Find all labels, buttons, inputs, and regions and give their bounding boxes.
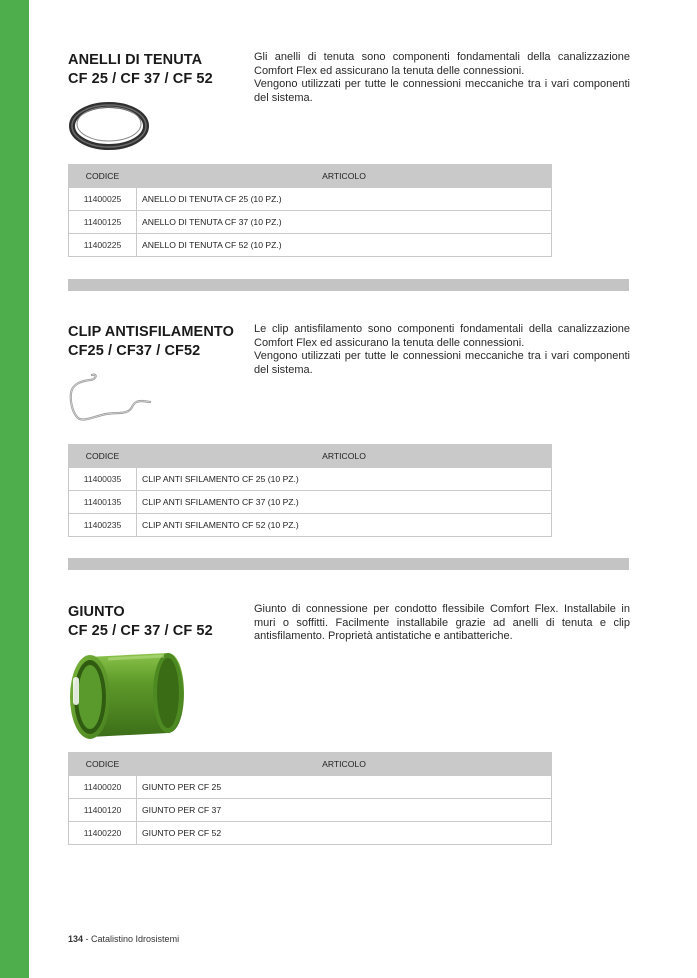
section-description: Le clip antisfilamento sono componenti fondamentali della canalizzazione Comfort Flex ed assicurano la tenuta delle connessioni. Vengono utilizzati per tutte le connessioni meccaniche tra i vari componenti del sistema. bbox=[254, 323, 630, 376]
table-header-row bbox=[69, 753, 552, 776]
page-footer bbox=[68, 934, 179, 944]
product-table bbox=[68, 752, 552, 845]
cell-code: 11400120 bbox=[69, 799, 137, 822]
product-table bbox=[68, 444, 552, 537]
cell-code: 11400035 bbox=[69, 468, 137, 491]
cell-article: CLIP ANTI SFILAMENTO CF 25 (10 PZ.) bbox=[137, 468, 552, 491]
table-header-row bbox=[69, 165, 552, 188]
cell-article: ANELLO DI TENUTA CF 37 (10 PZ.) bbox=[137, 211, 552, 234]
section-description: Gli anelli di tenuta sono componenti fondamentali della canalizzazione Comfort Flex ed assicurano la tenuta delle connessioni. Vengono utilizzati per tutte le connessioni meccaniche tra i vari componenti del sistema. bbox=[254, 51, 630, 104]
page-number: 134 bbox=[68, 934, 84, 944]
product-table bbox=[68, 164, 552, 257]
cell-code: 11400025 bbox=[69, 188, 137, 211]
table-row bbox=[69, 799, 552, 822]
section-title: ANELLI DI TENUTA CF 25 / CF 37 / CF 52 bbox=[68, 52, 213, 87]
brand-side-bar bbox=[0, 0, 29, 978]
header-articolo: ARTICOLO bbox=[137, 753, 552, 776]
cell-code: 11400135 bbox=[69, 491, 137, 514]
cell-article: ANELLO DI TENUTA CF 52 (10 PZ.) bbox=[137, 234, 552, 257]
cell-code: 11400220 bbox=[69, 822, 137, 845]
cell-article: CLIP ANTI SFILAMENTO CF 37 (10 PZ.) bbox=[137, 491, 552, 514]
cell-article: GIUNTO PER CF 52 bbox=[137, 822, 552, 845]
table-row bbox=[69, 234, 552, 257]
cell-article: CLIP ANTI SFILAMENTO CF 52 (10 PZ.) bbox=[137, 514, 552, 537]
clip-image bbox=[68, 371, 154, 429]
header-codice: CODICE bbox=[69, 445, 137, 468]
header-articolo: ARTICOLO bbox=[137, 165, 552, 188]
table-row bbox=[69, 468, 552, 491]
cell-code: 11400225 bbox=[69, 234, 137, 257]
table-row bbox=[69, 776, 552, 799]
cell-article: ANELLO DI TENUTA CF 25 (10 PZ.) bbox=[137, 188, 552, 211]
section-title: CLIP ANTISFILAMENTO CF25 / CF37 / CF52 bbox=[68, 324, 234, 359]
table-header-row bbox=[69, 445, 552, 468]
table-row bbox=[69, 211, 552, 234]
cell-article: GIUNTO PER CF 25 bbox=[137, 776, 552, 799]
section-description: Giunto di connessione per condotto flessibile Comfort Flex. Installabile in muri o soffitti. Facilmente installabile grazie ad anelli di tenuta e clip antisfilamento. Proprietà antistatiche e antibatteriche. bbox=[254, 603, 630, 643]
cell-code: 11400235 bbox=[69, 514, 137, 537]
header-codice: CODICE bbox=[69, 165, 137, 188]
section-title: GIUNTO CF 25 / CF 37 / CF 52 bbox=[68, 604, 213, 639]
table-row bbox=[69, 514, 552, 537]
cell-code: 11400125 bbox=[69, 211, 137, 234]
cell-article: GIUNTO PER CF 37 bbox=[137, 799, 552, 822]
table-row bbox=[69, 822, 552, 845]
header-codice: CODICE bbox=[69, 753, 137, 776]
footer-separator: - bbox=[83, 934, 92, 944]
section-divider bbox=[68, 558, 629, 570]
table-row bbox=[69, 491, 552, 514]
table-row bbox=[69, 188, 552, 211]
cell-code: 11400020 bbox=[69, 776, 137, 799]
catalog-name: Catalistino Idrosistemi bbox=[91, 934, 180, 944]
header-articolo: ARTICOLO bbox=[137, 445, 552, 468]
joint-image bbox=[68, 647, 188, 743]
seal-ring-image bbox=[68, 99, 150, 151]
section-divider bbox=[68, 279, 629, 291]
